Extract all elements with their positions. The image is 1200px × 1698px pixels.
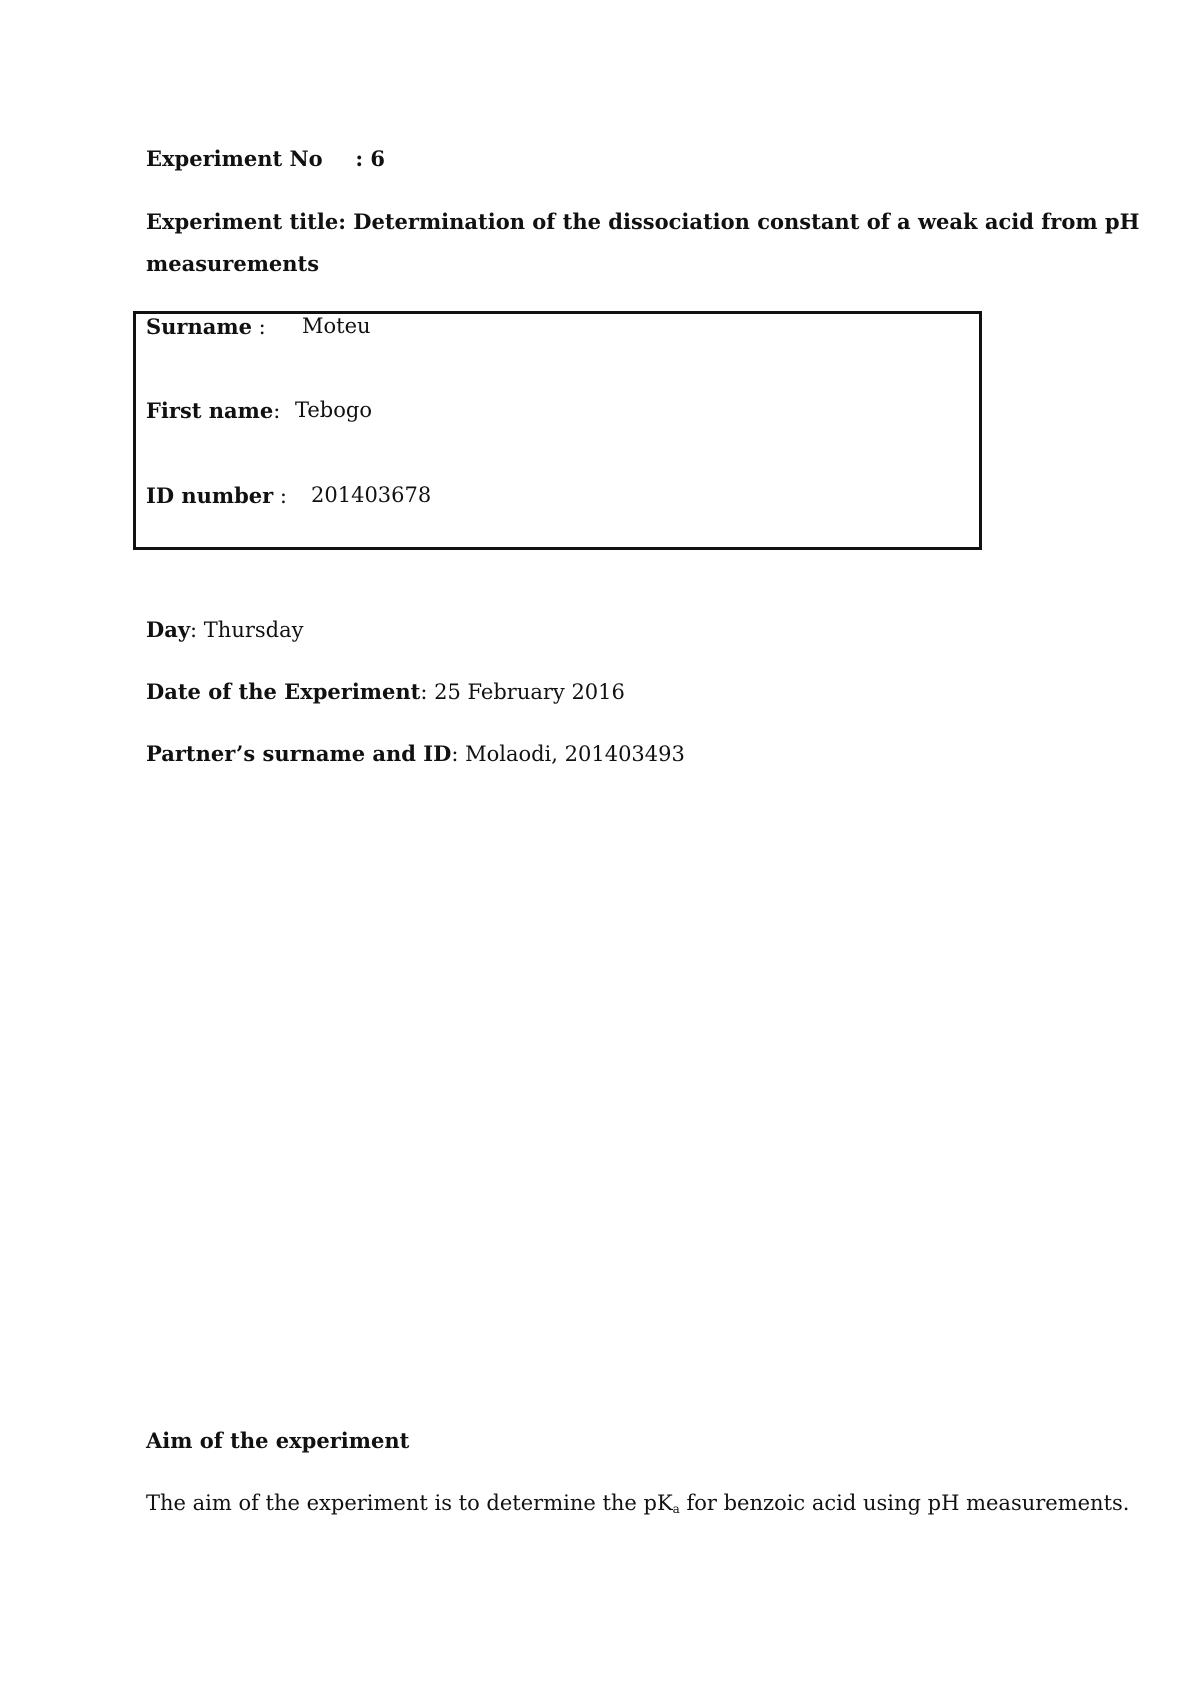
experiment-title-label: Experiment title: — [146, 209, 346, 234]
partner-line — [146, 741, 685, 766]
id-number-value: 201403678 — [311, 483, 432, 507]
aim-text-start: The aim of the experiment is to determine the pK — [146, 1491, 673, 1515]
experiment-number-label: Experiment No — [146, 146, 323, 171]
id-number-row — [146, 483, 287, 508]
aim-text-subscript: a — [672, 1502, 680, 1516]
first-name-label: First name — [146, 398, 274, 423]
first-name-row — [146, 398, 280, 423]
aim-text — [146, 1491, 1129, 1516]
student-info-box — [133, 311, 982, 550]
experiment-number-line — [146, 146, 385, 171]
id-number-separator: : — [279, 484, 287, 508]
experiment-number-value: : 6 — [355, 146, 385, 171]
surname-separator: : — [258, 315, 266, 339]
day-line — [146, 617, 303, 642]
surname-label: Surname — [146, 314, 252, 339]
experiment-title-continued — [146, 251, 319, 276]
id-number-label: ID number — [146, 483, 274, 508]
surname-row — [146, 314, 266, 339]
aim-text-end: for benzoic acid using pH measurements. — [679, 1491, 1130, 1515]
experiment-title-text-2: measurements — [146, 251, 320, 276]
date-value: : 25 February 2016 — [420, 680, 625, 704]
first-name-value: Tebogo — [295, 398, 372, 422]
experiment-title-text: Determination of the dissociation constant of a weak acid from pH — [353, 209, 1140, 234]
experiment-title — [146, 209, 1140, 234]
surname-value: Moteu — [302, 314, 371, 338]
date-label: Date of the Experiment — [146, 679, 421, 704]
aim-heading: Aim of the experiment — [146, 1428, 410, 1453]
first-name-separator: : — [273, 399, 281, 423]
partner-value: : Molaodi, 201403493 — [451, 742, 685, 766]
date-line — [146, 679, 625, 704]
day-value: : Thursday — [190, 618, 304, 642]
day-label: Day — [146, 617, 191, 642]
partner-label: Partner’s surname and ID — [146, 741, 452, 766]
